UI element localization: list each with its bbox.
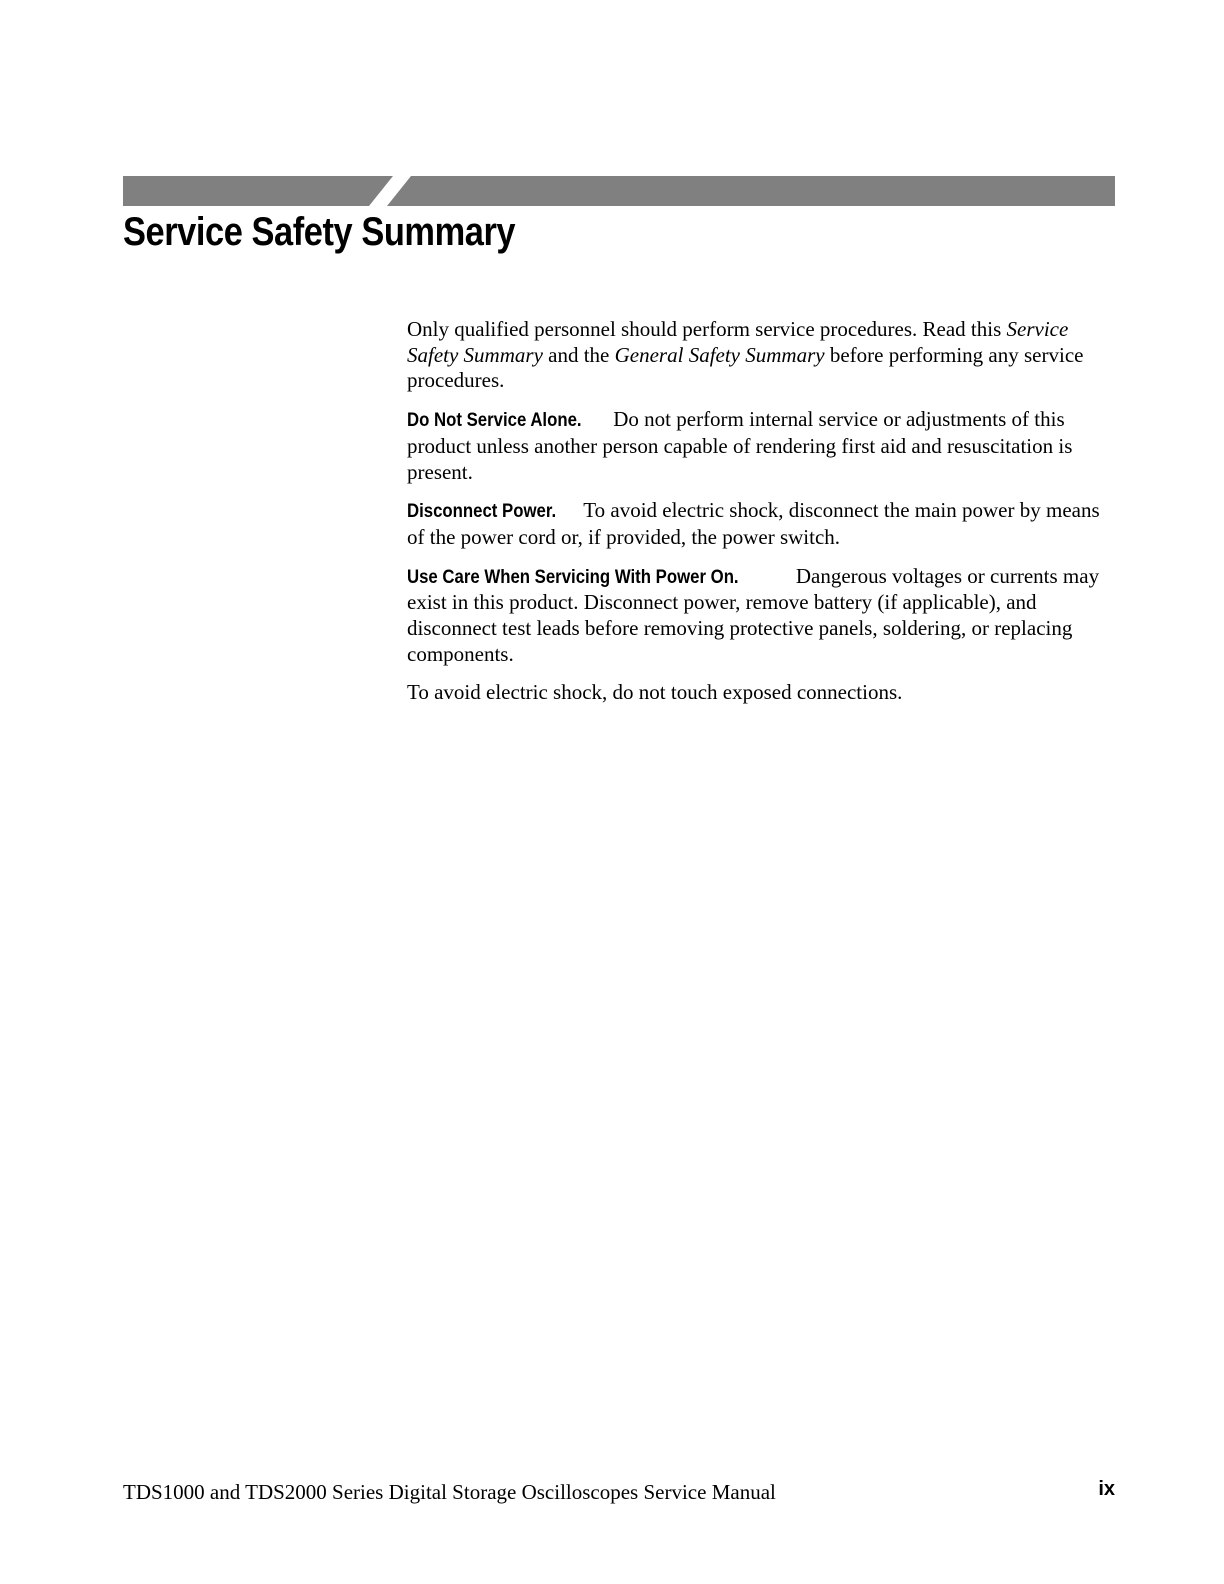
intro-text-2: and the [542, 342, 615, 367]
footer-page-number: ix [1098, 1478, 1115, 1500]
safety-item [407, 498, 1119, 550]
safety-item-heading: Use Care When Servicing With Power On. [407, 565, 739, 588]
intro-text-3: before performing any service procedures. [407, 342, 1084, 393]
intro-paragraph [407, 317, 1119, 394]
safety-item-text: Do not perform internal service or adjustments of this product unless another person capable of rendering first aid and resuscitation is present. [407, 407, 1073, 484]
intro-reference-general-safety: General Safety Summary [614, 342, 825, 367]
header-bar-graphic [123, 176, 1115, 206]
footer-manual-title: TDS1000 and TDS2000 Series Digital Storage Oscilloscopes Service Manual [123, 1480, 776, 1504]
body-content [407, 317, 1119, 719]
intro-text-1: Only qualified personnel should perform service procedures. Read this [407, 317, 1007, 341]
intro-reference-service-safety: Service Safety Summary [407, 317, 1069, 367]
safety-item-text: To avoid electric shock, disconnect the main power by means of the power cord or, if provided, the power switch. [407, 498, 1100, 549]
safety-item [407, 564, 1119, 668]
closing-paragraph: To avoid electric shock, do not touch exposed connections. [407, 680, 903, 705]
safety-item [407, 407, 1119, 485]
safety-item-heading: Disconnect Power. [407, 500, 557, 523]
page-title: Service Safety Summary [123, 210, 516, 254]
safety-item-heading: Do Not Service Alone. [407, 409, 582, 432]
safety-item-text: Dangerous voltages or currents may exist in this product. Disconnect power, remove battery (if applicable), and disconnect test leads before removing protective panels, soldering, or replacing components. [407, 563, 1100, 666]
chapter-header-bar [123, 176, 1115, 206]
